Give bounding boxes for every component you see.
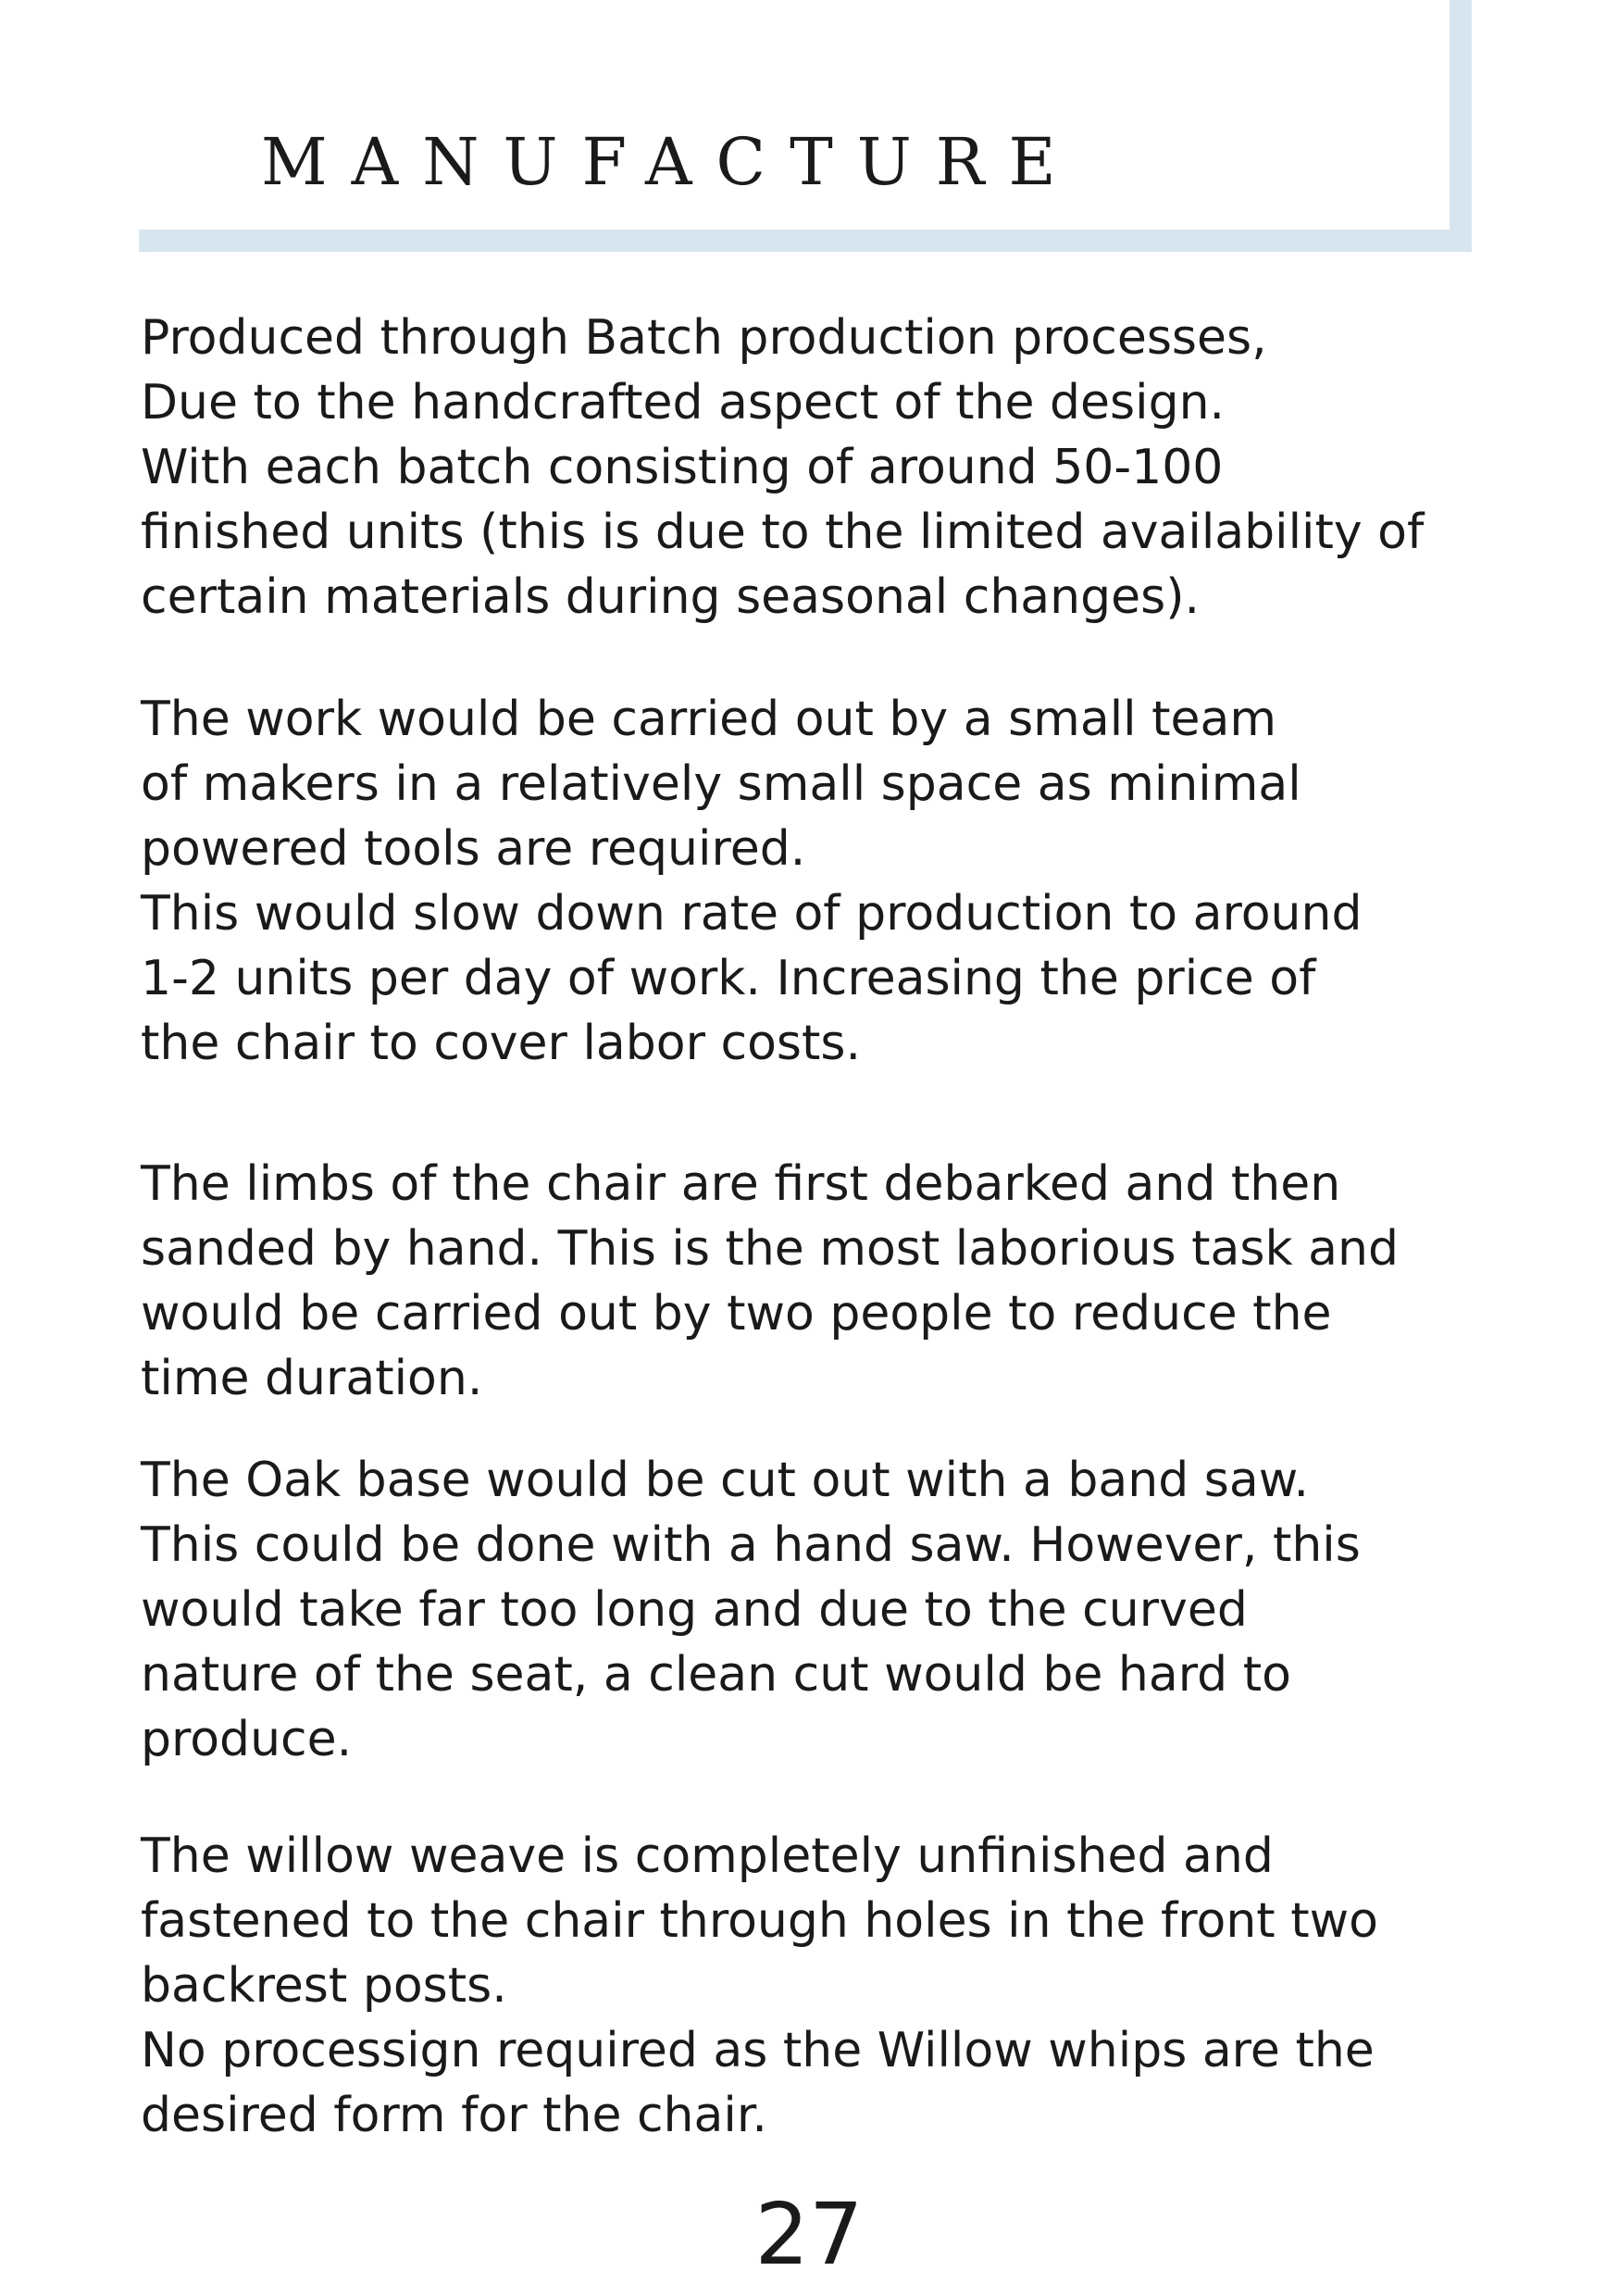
text-line: nature of the seat, a clean cut would be hard to xyxy=(141,1647,1291,1703)
title-frame-underline xyxy=(139,230,1472,252)
text-line: backrest posts. xyxy=(141,1958,507,2014)
text-line: of makers in a relatively small space as minimal xyxy=(141,756,1301,812)
text-line: the chair to cover labor costs. xyxy=(141,1016,861,1071)
text-line: No processign required as the Willow whips are the xyxy=(141,2023,1375,2078)
text-line: The limbs of the chair are first debarked and then xyxy=(141,1156,1341,1212)
page-number: 27 xyxy=(754,2185,864,2284)
text-line: desired form for the chair. xyxy=(141,2088,767,2143)
text-line: With each batch consisting of around 50-100 xyxy=(141,440,1224,495)
text-line: The work would be carried out by a small team xyxy=(141,692,1277,747)
text-line: fastened to the chair through holes in the front two xyxy=(141,1893,1378,1949)
text-line: powered tools are required. xyxy=(141,821,806,877)
paragraph-willow-weave xyxy=(141,1824,1501,2148)
text-line: Produced through Batch production processes, xyxy=(141,310,1267,366)
paragraph-limbs-debarking xyxy=(141,1152,1501,1411)
text-line: Due to the handcrafted aspect of the design. xyxy=(141,375,1226,430)
text-line: 1-2 units per day of work. Increasing the price of xyxy=(141,951,1316,1006)
text-line: finished units (this is due to the limited availability of xyxy=(141,505,1425,560)
text-line: produce. xyxy=(141,1712,353,1767)
title-frame-right-edge xyxy=(1450,0,1472,252)
text-line: would take far too long and due to the curved xyxy=(141,1582,1248,1638)
text-line: The willow weave is completely unfinished and xyxy=(141,1828,1274,1884)
text-line: would be carried out by two people to reduce the xyxy=(141,1286,1332,1341)
paragraph-oak-base xyxy=(141,1448,1501,1772)
paragraph-batch-production xyxy=(141,306,1501,630)
text-line: The Oak base would be cut out with a band saw. xyxy=(141,1453,1309,1508)
text-line: This would slow down rate of production to around xyxy=(141,886,1363,942)
paragraph-team-and-rate xyxy=(141,687,1501,1076)
text-line: sanded by hand. This is the most laborious task and xyxy=(141,1221,1399,1277)
text-line: certain materials during seasonal changes). xyxy=(141,569,1201,625)
text-line: This could be done with a hand saw. However, this xyxy=(141,1517,1361,1573)
page-title: MANUFACTURE xyxy=(261,124,1080,200)
text-line: time duration. xyxy=(141,1351,483,1406)
